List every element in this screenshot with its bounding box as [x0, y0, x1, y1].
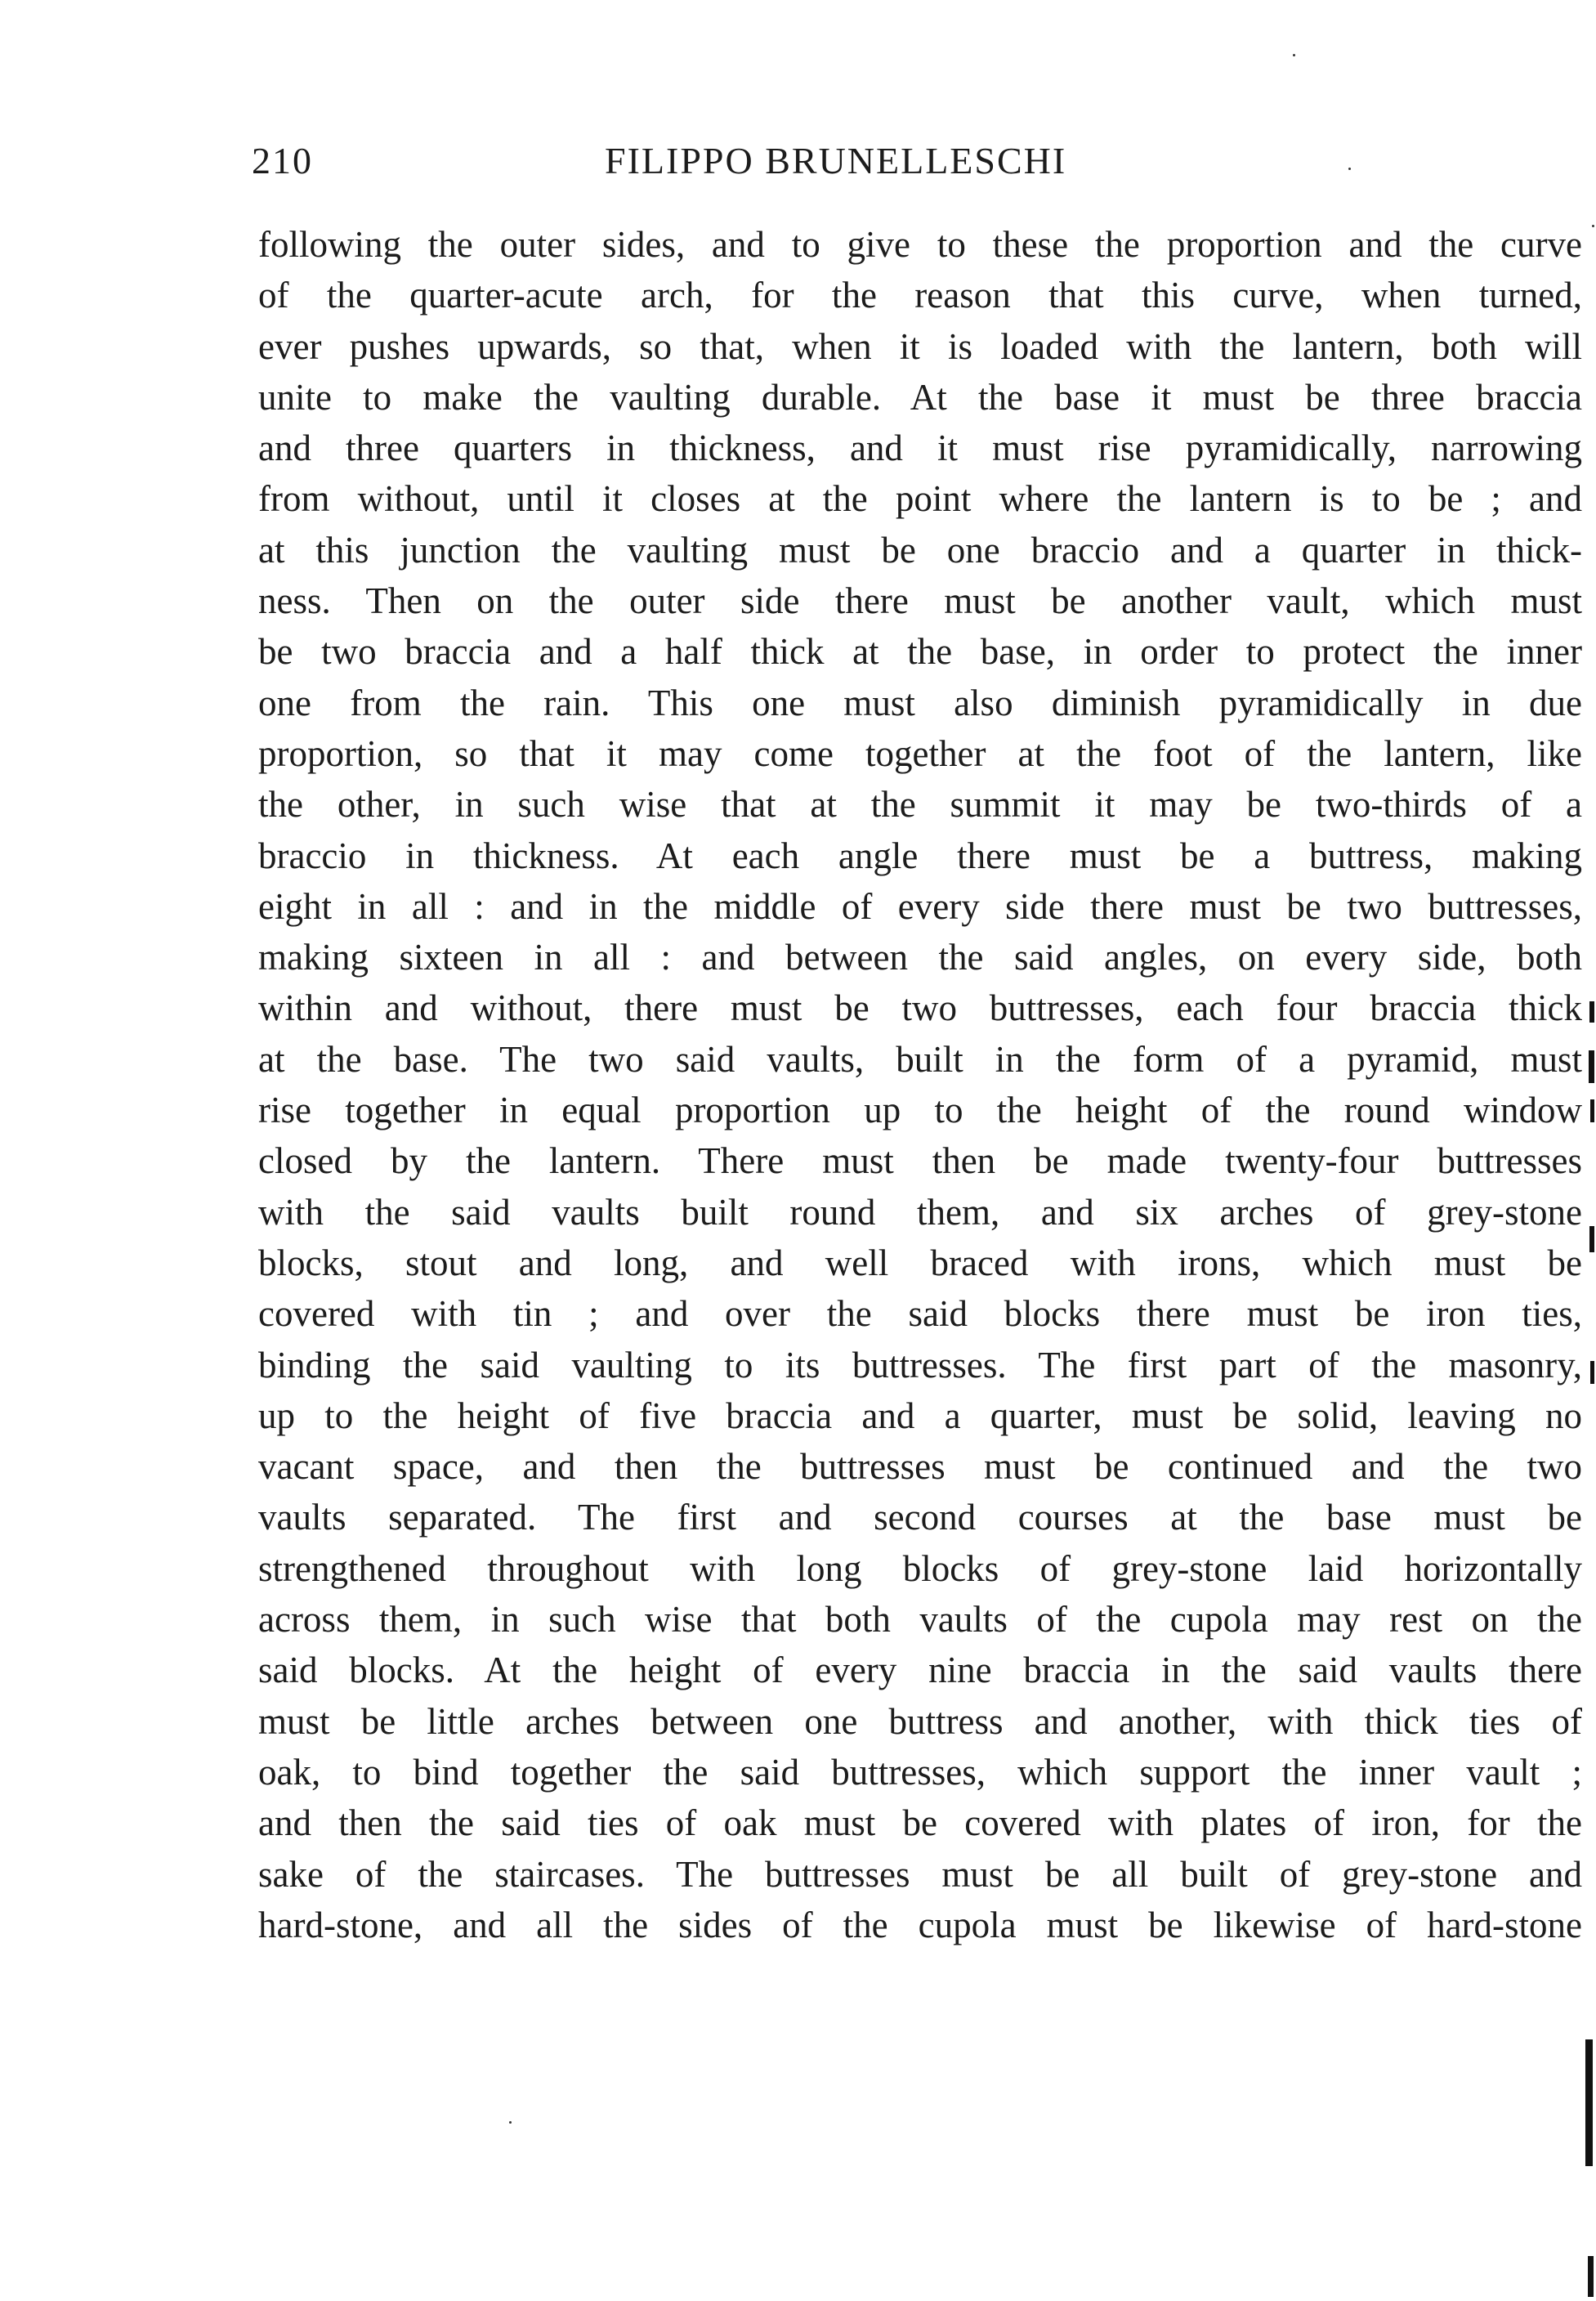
- text-line: and three quarters in thickness, and it must rise pyramidically, narrowing: [258, 428, 1582, 469]
- text-line: making sixteen in all : and between the said angles, on every side, both: [258, 937, 1582, 978]
- text-line: of the quarter-acute arch, for the reason that this curve, when turned,: [258, 275, 1582, 316]
- scan-artifact: [1590, 1099, 1594, 1122]
- page-number: 210: [252, 140, 313, 181]
- text-line: with the said vaults built round them, and six arches of grey-stone: [258, 1191, 1582, 1233]
- text-line: covered with tin ; and over the said blocks there must be iron ties,: [258, 1293, 1582, 1335]
- text-line: across them, in such wise that both vaults of the cupola may rest on the: [258, 1599, 1582, 1641]
- text-line: up to the height of five braccia and a quarter, must be solid, leaving no: [258, 1394, 1582, 1436]
- text-line: rise together in equal proportion up to the height of the round window: [258, 1090, 1582, 1131]
- text-line: said blocks. At the height of every nine braccia in the said vaults there: [258, 1650, 1582, 1691]
- text-line: proportion, so that it may come together at the foot of the lantern, like: [258, 732, 1582, 774]
- text-line: one from the rain. This one must also diminish pyramidically in due: [258, 682, 1582, 723]
- text-line: vaults separated. The first and second courses at the base must be: [258, 1497, 1582, 1538]
- scan-speck: [1592, 225, 1594, 227]
- text-line: hard-stone, and all the sides of the cupola must be likewise of hard-stone: [258, 1904, 1582, 1945]
- text-line: within and without, there must be two buttresses, each four braccia thick: [258, 987, 1582, 1029]
- text-line: at this junction the vaulting must be one braccio and a quarter in thick-: [258, 529, 1582, 571]
- text-line: the other, in such wise that at the summit it may be two-thirds of a: [258, 784, 1582, 826]
- text-line: oak, to bind together the said buttresses, which support the inner vault ;: [258, 1751, 1582, 1793]
- scan-artifact: [1589, 1226, 1594, 1252]
- text-line: braccio in thickness. At each angle there must be a buttress, making: [258, 835, 1582, 876]
- text-line: vacant space, and then the buttresses must be continued and the two: [258, 1446, 1582, 1488]
- text-line: be two braccia and a half thick at the base, in order to protect the inner: [258, 631, 1582, 673]
- text-line: at the base. The two said vaults, built in the form of a pyramid, must: [258, 1038, 1582, 1080]
- scan-artifact: [1585, 2039, 1593, 2166]
- text-line: sake of the staircases. The buttresses must be all built of grey-stone and: [258, 1853, 1582, 1895]
- scan-artifact: [1590, 1361, 1594, 1384]
- running-head: [245, 139, 1585, 196]
- scan-artifact: [1589, 1001, 1594, 1023]
- body-text: [258, 219, 1582, 1950]
- text-line: following the outer sides, and to give to these the proportion and the curve: [258, 224, 1582, 265]
- text-line: binding the said vaulting to its buttresses. The first part of the masonry,: [258, 1344, 1582, 1386]
- running-title: FILIPPO BRUNELLESCHI: [605, 140, 1067, 181]
- text-line: closed by the lantern. There must then be made twenty-four buttresses: [258, 1140, 1582, 1182]
- scan-artifact: [1589, 1050, 1594, 1083]
- text-line: strengthened throughout with long blocks of grey-stone laid horizontally: [258, 1547, 1582, 1589]
- text-line: and then the said ties of oak must be covered with plates of iron, for the: [258, 1802, 1582, 1844]
- text-line: eight in all : and in the middle of every side there must be two buttresses,: [258, 885, 1582, 927]
- scan-speck: [1348, 168, 1351, 170]
- text-line: ness. Then on the outer side there must be another vault, which must: [258, 580, 1582, 622]
- text-line: unite to make the vaulting durable. At the base it must be three braccia: [258, 376, 1582, 418]
- text-line: from without, until it closes at the point where the lantern is to be ; and: [258, 478, 1582, 520]
- text-line: must be little arches between one buttress and another, with thick ties of: [258, 1700, 1582, 1742]
- scan-speck: [509, 2121, 512, 2124]
- text-line: ever pushes upwards, so that, when it is loaded with the lantern, both will: [258, 325, 1582, 367]
- text-line: blocks, stout and long, and well braced with irons, which must be: [258, 1242, 1582, 1283]
- scan-speck: [1293, 54, 1295, 56]
- scan-artifact: [1588, 2256, 1594, 2297]
